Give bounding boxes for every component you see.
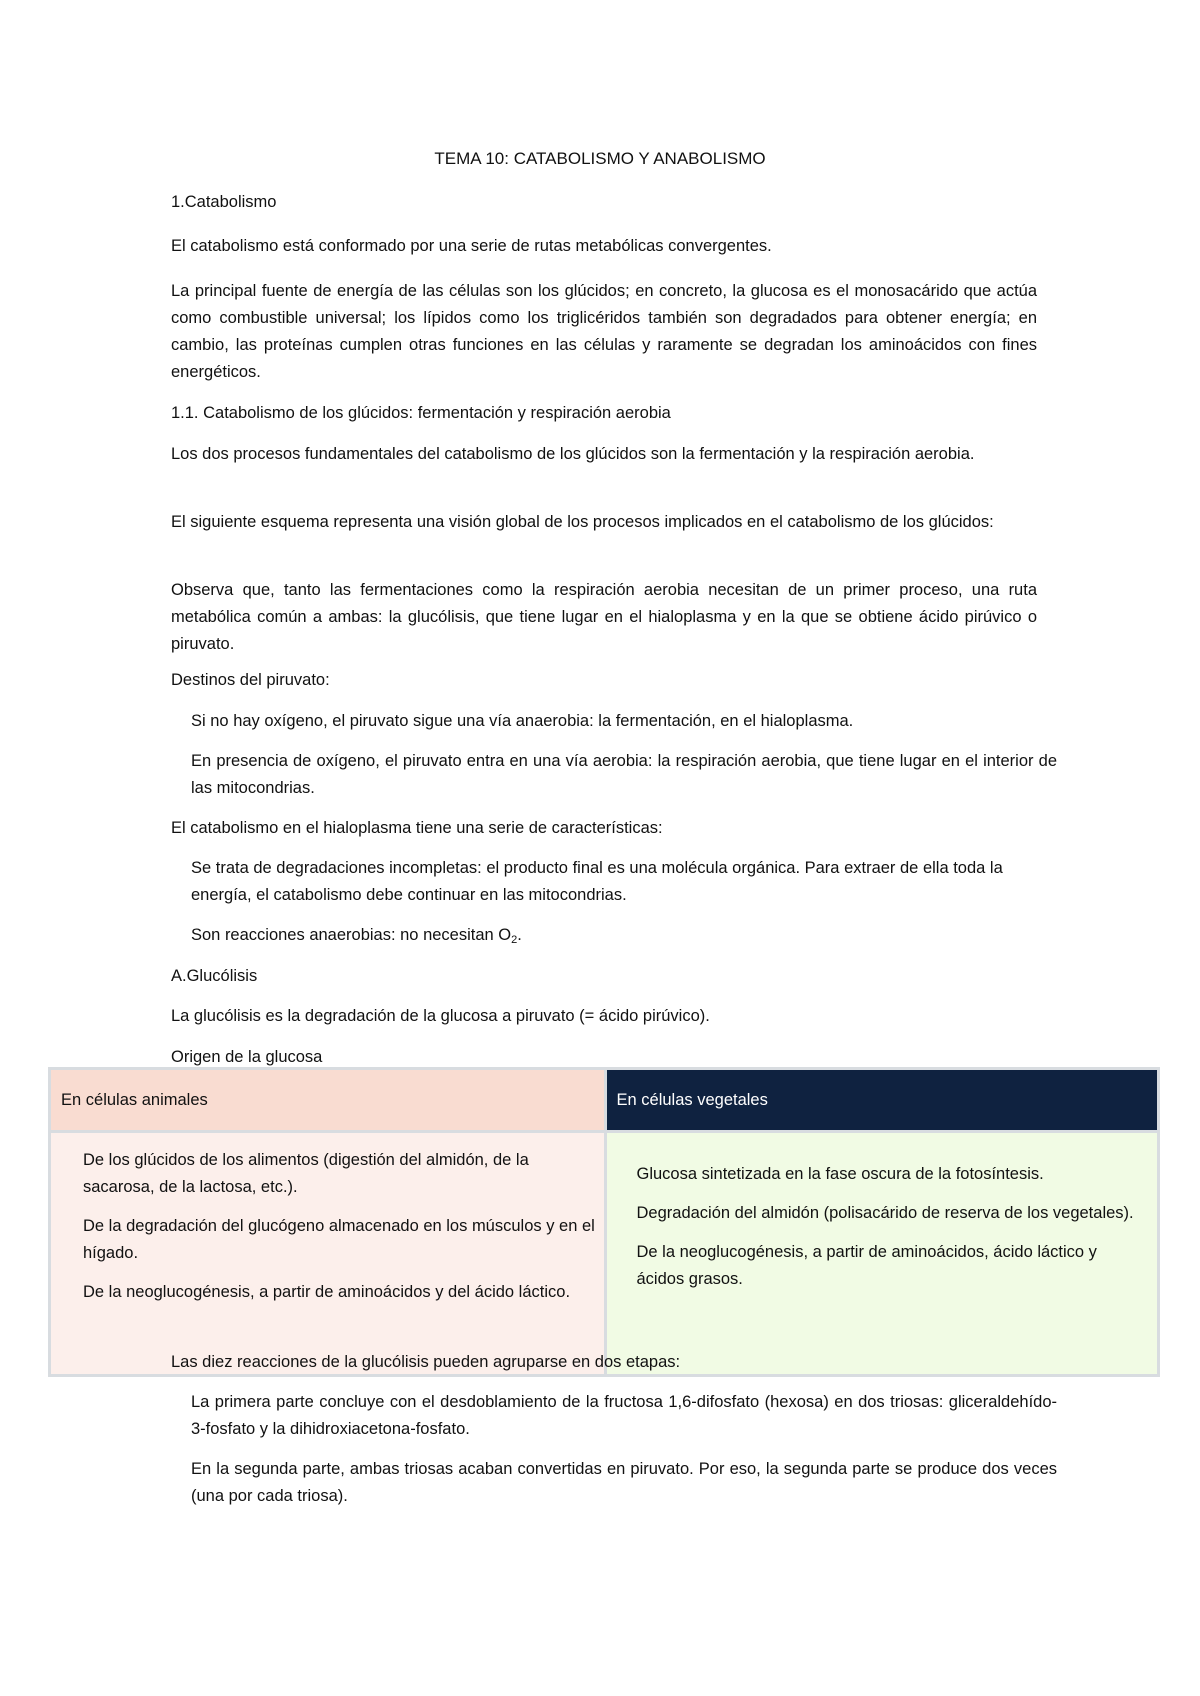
header-animal-cells: En células animales xyxy=(50,1069,606,1132)
list-item-destino-anaerobio: Si no hay oxígeno, el piruvato sigue una vía anaerobia: la fermentación, en el hialoplasma. xyxy=(191,712,854,730)
paragraph-fuente-energia: La principal fuente de energía de las células son los glúcidos; en concreto, la glucosa es el monosacárido que actúa como combustible universal; los lípidos como los triglicéridos también son degradados para obtener energía; en cambio, las proteínas cumplen otras funciones en las células y raramente se degradan los aminoácidos con fines energéticos. xyxy=(171,282,1037,381)
list-item-destino-aerobio: En presencia de oxígeno, el piruvato entra en una vía aerobia: la respiración aerobia, que tiene lugar en el interior de las mitocondrias. xyxy=(191,752,1057,797)
paragraph-observa: Observa que, tanto las fermentaciones como la respiración aerobia necesitan de un primer proceso, una ruta metabólica común a ambas: la glucólisis, que tiene lugar en el hialoplasma y en la que se obtiene ácido pirúvico o piruvato. xyxy=(171,581,1037,653)
paragraph-diez-reacciones: Las diez reacciones de la glucólisis pueden agruparse en dos etapas: xyxy=(171,1353,681,1371)
list-item-primera-parte: La primera parte concluye con el desdoblamiento de la fructosa 1,6-difosfato (hexosa) en dos triosas: gliceraldehído-3-fosfato y la dihidroxiacetona-fosfato. xyxy=(191,1393,1057,1438)
list-item-degradaciones: Se trata de degradaciones incompletas: el producto final es una molécula orgánica. Para extraer de ella toda la energía, el catabolismo debe continuar en las mitocondrias. xyxy=(191,859,1003,904)
section-heading-catabolismo: 1.Catabolismo xyxy=(171,193,277,211)
list-item: De la neoglucogénesis, a partir de aminoácidos y del ácido láctico. xyxy=(83,1283,571,1301)
paragraph-glucolisis-def: La glucólisis es la degradación de la glucosa a piruvato (= ácido pirúvico). xyxy=(171,1007,710,1025)
heading-origen-glucosa: Origen de la glucosa xyxy=(171,1048,323,1066)
cell-plant-sources xyxy=(605,1132,1159,1376)
list-item-segunda-parte: En la segunda parte, ambas triosas acaban convertidas en piruvato. Por eso, la segunda parte se produce dos veces (una por cada triosa). xyxy=(191,1460,1057,1505)
table-row xyxy=(50,1132,1159,1376)
paragraph-esquema: El siguiente esquema representa una visión global de los procesos implicados en el catabolismo de los glúcidos: xyxy=(171,513,994,531)
heading-destinos: Destinos del piruvato: xyxy=(171,671,330,689)
header-plant-cells: En células vegetales xyxy=(605,1069,1159,1132)
list-item-anaerobias: Son reacciones anaerobias: no necesitan $O_2$. xyxy=(191,926,522,946)
list-item: Degradación del almidón (polisacárido de reserva de los vegetales). xyxy=(636,1204,1134,1222)
page-title: TEMA 10: CATABOLISMO Y ANABOLISMO xyxy=(434,149,766,168)
heading-caracteristicas: El catabolismo en el hialoplasma tiene una serie de características: xyxy=(171,819,663,837)
origin-table xyxy=(48,1067,1160,1377)
table-header-row xyxy=(50,1069,1159,1132)
list-item: De la degradación del glucógeno almacenado en los músculos y en el hígado. xyxy=(83,1217,595,1262)
subsection-heading-glucidos: 1.1. Catabolismo de los glúcidos: fermentación y respiración aerobia xyxy=(171,404,671,422)
list-item: Glucosa sintetizada en la fase oscura de la fotosíntesis. xyxy=(636,1165,1044,1183)
list-item: De la neoglucogénesis, a partir de aminoácidos, ácido láctico y ácidos grasos. xyxy=(636,1243,1097,1288)
list-item: De los glúcidos de los alimentos (digestión del almidón, de la sacarosa, de la lactosa, etc.). xyxy=(83,1151,529,1196)
paragraph-rutas: El catabolismo está conformado por una serie de rutas metabólicas convergentes. xyxy=(171,237,772,255)
paragraph-procesos: Los dos procesos fundamentales del catabolismo de los glúcidos son la fermentación y la respiración aerobia. xyxy=(171,445,975,463)
section-heading-glucolisis: A.Glucólisis xyxy=(171,967,258,985)
cell-animal-sources xyxy=(50,1132,606,1376)
